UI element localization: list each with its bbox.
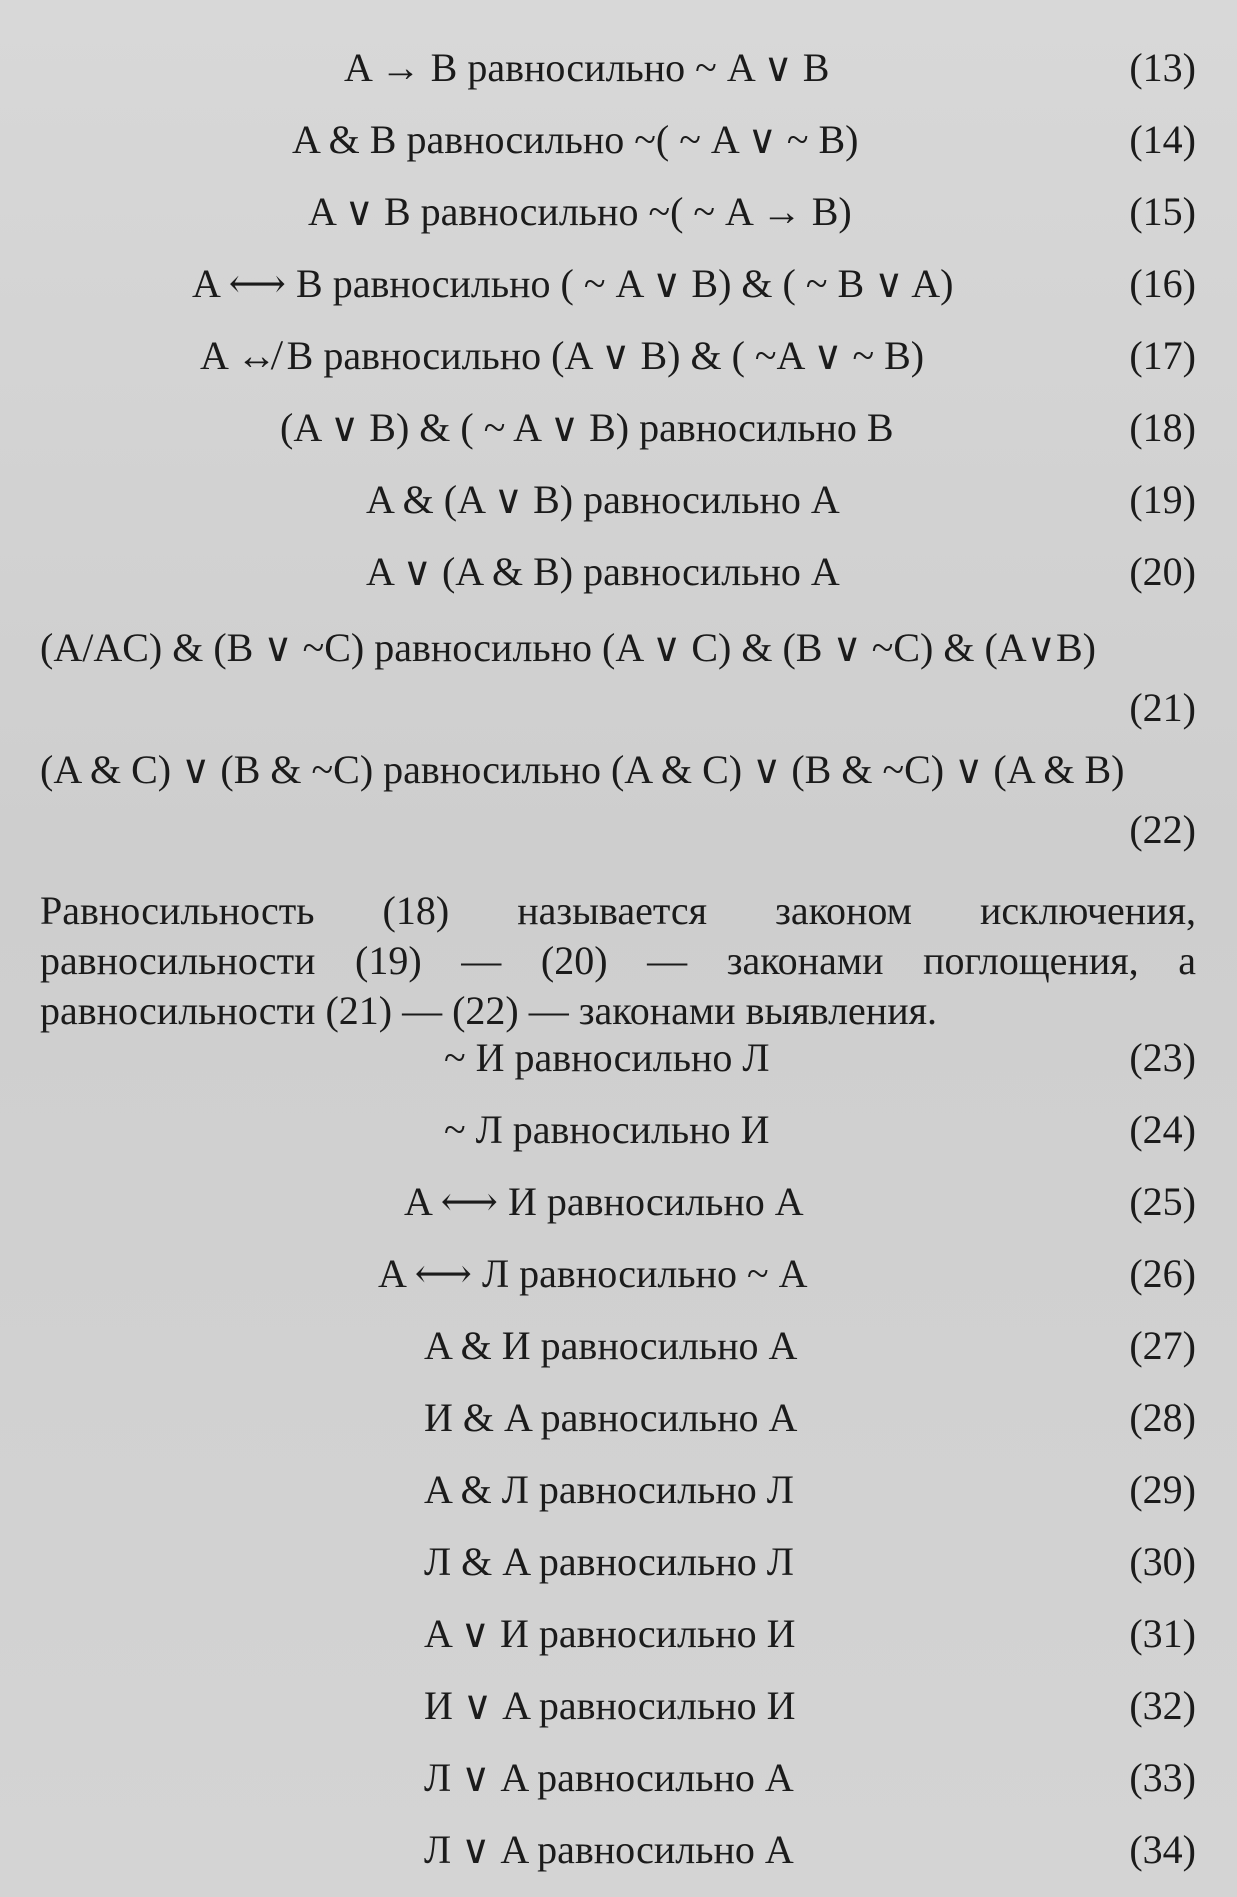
- formula-number: (20): [1129, 549, 1196, 594]
- formula-expression: A & Л равносильно Л: [424, 1467, 794, 1512]
- formula-number: (26): [1129, 1251, 1196, 1296]
- formula-expression: A ⟷ B равносильно ( ~ A ∨ B) & ( ~ B ∨ A): [192, 261, 954, 306]
- formula-expression: A & И равносильно A: [424, 1323, 798, 1368]
- formula-number: (30): [1129, 1539, 1196, 1584]
- formula-line: [40, 1390, 1196, 1446]
- formula-line: [40, 472, 1196, 528]
- formula-line: [40, 1678, 1196, 1734]
- formula-expression: A ⟷ Л равносильно ~ A: [378, 1251, 808, 1296]
- formula-number: (19): [1129, 477, 1196, 522]
- formula-line: [40, 328, 1196, 384]
- formula-line: [40, 1606, 1196, 1662]
- formula-expression: A ⟷ И равносильно A: [404, 1179, 804, 1224]
- formula-number: (13): [1129, 45, 1196, 90]
- formula-number: (25): [1129, 1179, 1196, 1224]
- formula-expression: (A ∨ B) & ( ~ A ∨ B) равносильно B: [280, 405, 894, 450]
- formula-number: (23): [1129, 1035, 1196, 1080]
- formula-number: (18): [1129, 405, 1196, 450]
- formula-number: (33): [1129, 1755, 1196, 1800]
- formula-expression: И & A равносильно A: [424, 1395, 798, 1440]
- formula-line: [40, 1030, 1196, 1086]
- formula-number: (17): [1129, 333, 1196, 378]
- formula-line: [40, 400, 1196, 456]
- formula-expression: A → B равносильно ~ A ∨ B: [344, 45, 830, 90]
- body-paragraph: Равносильность (18) называется законом исключения, равносильности (19) — (20) — законами поглощения, а равносильности (21) — (22) — законами выявления.: [40, 888, 1196, 1033]
- formula-line: [40, 184, 1196, 240]
- formula-expression: Л ∨ A равносильно A: [424, 1755, 794, 1800]
- formula-number: (31): [1129, 1611, 1196, 1656]
- formula-expression: A ↮ B равносильно (A ∨ B) & ( ~A ∨ ~ B): [200, 333, 925, 378]
- formula-number: (27): [1129, 1323, 1196, 1368]
- formula-number: (15): [1129, 189, 1196, 234]
- formula-expression: (A/AC) & (B ∨ ~C) равносильно (A ∨ C) & (B ∨ ~C) & (A∨B): [40, 625, 1096, 670]
- formula-expression: A & B равносильно ~( ~ A ∨ ~ B): [292, 117, 859, 162]
- formula-line: [40, 1750, 1196, 1806]
- formula-number: (16): [1129, 261, 1196, 306]
- formula-expression: ~ Л равносильно И: [444, 1107, 770, 1152]
- formula-line: [40, 1822, 1196, 1878]
- formula-number: (32): [1129, 1683, 1196, 1728]
- formula-expression: Л ∨ A равносильно A: [424, 1827, 794, 1872]
- formula-line: [40, 1174, 1196, 1230]
- formula-number: (24): [1129, 1107, 1196, 1152]
- formula-expression: A & (A ∨ B) равносильно A: [366, 477, 840, 522]
- formula-line: [40, 1462, 1196, 1518]
- formula-line: [40, 1318, 1196, 1374]
- formula-number: (29): [1129, 1467, 1196, 1512]
- formula-number: (34): [1129, 1827, 1196, 1872]
- formula-number: (21): [1129, 685, 1196, 730]
- formula-line: [40, 112, 1196, 168]
- formula-expression: A ∨ B равносильно ~( ~ A → B): [308, 189, 852, 234]
- formula-expression: A ∨ (A & B) равносильно A: [366, 549, 840, 594]
- formula-number: (14): [1129, 117, 1196, 162]
- formula-line: [40, 742, 1196, 872]
- formula-line: [40, 544, 1196, 600]
- formula-expression: И ∨ A равносильно И: [424, 1683, 796, 1728]
- formula-number: (28): [1129, 1395, 1196, 1440]
- formula-line: [40, 1246, 1196, 1302]
- formula-line: [40, 40, 1196, 96]
- formula-expression: ~ И равносильно Л: [444, 1035, 770, 1080]
- formula-expression: (A & C) ∨ (B & ~C) равносильно (A & C) ∨ (B & ~C) ∨ (A & B): [40, 747, 1125, 792]
- formula-line: [40, 256, 1196, 312]
- formula-expression: Л & A равносильно Л: [424, 1539, 794, 1584]
- formula-expression: A ∨ И равносильно И: [424, 1611, 796, 1656]
- formula-line: [40, 620, 1196, 750]
- formula-line: [40, 1102, 1196, 1158]
- formula-line: [40, 1534, 1196, 1590]
- formula-number: (22): [1129, 807, 1196, 852]
